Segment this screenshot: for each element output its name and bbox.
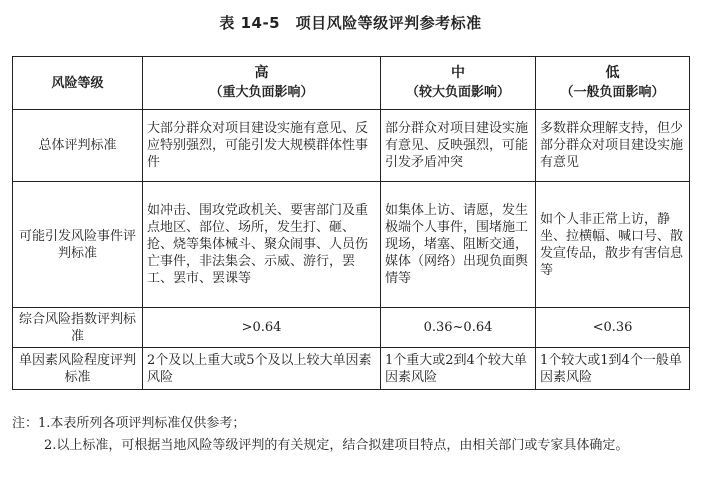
row-label-single-factor: 单因素风险程度评判标准 bbox=[13, 348, 143, 390]
cell-index-low: <0.36 bbox=[536, 308, 690, 348]
header-high bbox=[143, 57, 381, 110]
cell-index-high: >0.64 bbox=[143, 308, 381, 348]
header-risk-level: 风险等级 bbox=[13, 57, 143, 110]
table-title: 表 14-5 项目风险等级评判参考标准 bbox=[219, 14, 482, 32]
table-row-events bbox=[13, 182, 690, 308]
risk-level-table bbox=[12, 56, 690, 390]
header-row bbox=[13, 57, 690, 110]
row-label-overall: 总体评判标准 bbox=[13, 110, 143, 182]
table-row-index bbox=[13, 308, 690, 348]
cell-single-factor-low: 1个较大或1到4个一般单因素风险 bbox=[536, 348, 690, 390]
row-label-events: 可能引发风险事件评判标准 bbox=[13, 182, 143, 308]
cell-single-factor-mid: 1个重大或2到4个较大单因素风险 bbox=[381, 348, 536, 390]
header-mid-desc: （较大负面影响） bbox=[405, 85, 510, 100]
cell-events-low: 如个人非正常上访，静坐、拉横幅、喊口号、散发宣传品，散步有害信息等 bbox=[536, 182, 690, 308]
note-line-2: 2.以上标准，可根据当地风险等级评判的有关规定，结合拟建项目特点，由相关部门或专家具体确定。 bbox=[44, 438, 629, 453]
header-mid bbox=[381, 57, 536, 110]
row-label-index: 综合风险指数评判标准 bbox=[13, 308, 143, 348]
cell-overall-low: 多数群众理解支持，但少部分群众对项目建设实施有意见 bbox=[536, 110, 690, 182]
header-high-desc: （重大负面影响） bbox=[209, 85, 314, 100]
cell-events-high: 如冲击、围攻党政机关、要害部门及重点地区、部位、场所，发生打、砸、抢、烧等集体械斗、聚众闹事、人员伤亡事件，非法集会、示威、游行，罢工、罢市、罢课等 bbox=[143, 182, 381, 308]
header-mid-level: 中 bbox=[451, 65, 465, 81]
cell-events-mid: 如集体上访、请愿，发生极端个人事件，围堵施工现场，堵塞、阻断交通，媒体（网络）出现负面舆情等 bbox=[381, 182, 536, 308]
header-low bbox=[536, 57, 690, 110]
header-high-level: 高 bbox=[254, 65, 269, 81]
header-low-desc: （一般负面影响） bbox=[560, 85, 665, 100]
cell-overall-mid: 部分群众对项目建设实施有意见、反映强烈，可能引发矛盾冲突 bbox=[381, 110, 536, 182]
cell-overall-high: 大部分群众对项目建设实施有意见、反应特别强烈，可能引发大规模群体性事件 bbox=[143, 110, 381, 182]
cell-index-mid: 0.36~0.64 bbox=[381, 308, 536, 348]
header-low-level: 低 bbox=[605, 65, 620, 81]
table-row-single-factor bbox=[13, 348, 690, 390]
cell-single-factor-high: 2个及以上重大或5个及以上较大单因素风险 bbox=[143, 348, 381, 390]
table-row-overall bbox=[13, 110, 690, 182]
note-line-1: 注：1.本表所列各项评判标准仅供参考； bbox=[12, 416, 246, 431]
